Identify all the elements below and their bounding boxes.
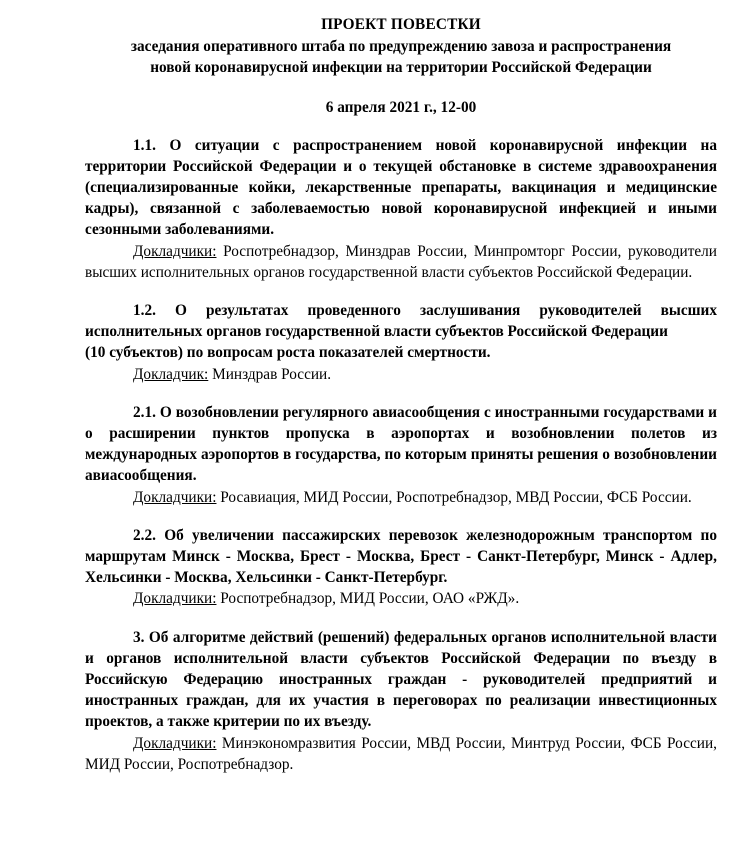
speakers-line — [85, 588, 717, 609]
agenda-item-heading — [85, 525, 717, 589]
speakers-label: Докладчики: — [133, 734, 217, 752]
speakers-label: Докладчик: — [133, 365, 209, 383]
agenda-item-text: О результатах проведенного заслушивания руководителей высших исполнительных органов государственной власти субъектов Российской Федерации — [85, 301, 718, 341]
agenda-item-number: 2.2. — [133, 526, 156, 544]
speakers-label: Докладчики: — [133, 242, 217, 260]
agenda-item-1-1 — [85, 135, 717, 283]
speakers-value: Росавиация, МИД России, Роспотребнадзор, МВД России, ФСБ России. — [220, 488, 692, 506]
agenda-item-number: 1.1. — [133, 136, 156, 154]
agenda-item-text: О возобновлении регулярного авиасообщения с иностранными государствами и о расширении пунктов пропуска в аэропортах и возобновлении полетов из международных аэропортов в государства, по которым приняты решения о возобновлении авиасообщения. — [85, 403, 717, 485]
speakers-value: Минздрав России. — [212, 365, 332, 383]
agenda-item-3 — [85, 627, 717, 775]
agenda-item-number: 2.1. — [133, 403, 156, 421]
agenda-item-number: 1.2. — [133, 301, 156, 319]
document-title-block — [85, 14, 717, 79]
agenda-item-number: 3. — [133, 628, 145, 646]
agenda-item-heading — [85, 135, 717, 241]
agenda-item-text: Об увеличении пассажирских перевозок железнодорожным транспортом по маршрутам Минск - Москва, Брест - Москва, Брест - Санкт-Петербург, Минск - Адлер, Хельсинки - Москва, Хельсинки - Санкт-Петербург. — [85, 526, 718, 587]
document-subtitle-line-1: заседания оперативного штаба по предупреждению завоза и распространения — [130, 37, 672, 55]
agenda-item-heading — [85, 402, 717, 487]
speakers-value: Роспотребнадзор, Минздрав России, Минпромторг России, руководители высших исполнительных органов государственной власти субъектов Российской Федерации. — [85, 242, 717, 281]
speakers-line — [85, 487, 717, 508]
speakers-value: Роспотребнадзор, МИД России, ОАО «РЖД». — [220, 590, 520, 608]
speakers-line — [85, 364, 717, 385]
speakers-label: Докладчики: — [133, 488, 217, 506]
agenda-item-2-2 — [85, 525, 717, 610]
document-subtitle-line-2: новой коронавирусной инфекции на территории Российской Федерации — [150, 59, 652, 76]
speakers-line — [85, 241, 717, 283]
agenda-item-1-2 — [85, 300, 717, 385]
agenda-item-heading — [85, 300, 717, 342]
document-body — [85, 14, 717, 775]
agenda-item-heading-tail: (10 субъектов) по вопросам роста показателей смертности. — [85, 344, 491, 362]
meeting-date-time: 6 апреля 2021 г., 12-00 — [325, 98, 477, 116]
agenda-item-text: Об алгоритме действий (решений) федеральных органов исполнительной власти и органов исполнительной власти субъектов Российской Федерации по въезду в Российскую Федерацию иностранных граждан - руководителей предприятий и иностранных граждан, для их участия в переговорах по реализации инвестиционных проектов, а также критерии по их въезду. — [85, 628, 717, 731]
agenda-item-text: О ситуации с распространением новой коронавирусной инфекции на территории Российской Федерации и о текущей обстановке в системе здравоохранения (специализированные койки, лекарственные препараты, вакцинация и медицинские кадры), связанной с заболеваемостью новой коронавирусной инфекцией и иными сезонными заболеваниями. — [85, 136, 717, 239]
page-title: ПРОЕКТ ПОВЕСТКИ — [321, 16, 481, 33]
agenda-item-heading — [85, 627, 717, 733]
agenda-item-2-1 — [85, 402, 717, 508]
speakers-label: Докладчики: — [133, 590, 217, 608]
speakers-line — [85, 733, 717, 775]
speakers-value: Минэкономразвития России, МВД России, Минтруд России, ФСБ России, МИД России, Роспотребнадзор. — [85, 734, 717, 773]
